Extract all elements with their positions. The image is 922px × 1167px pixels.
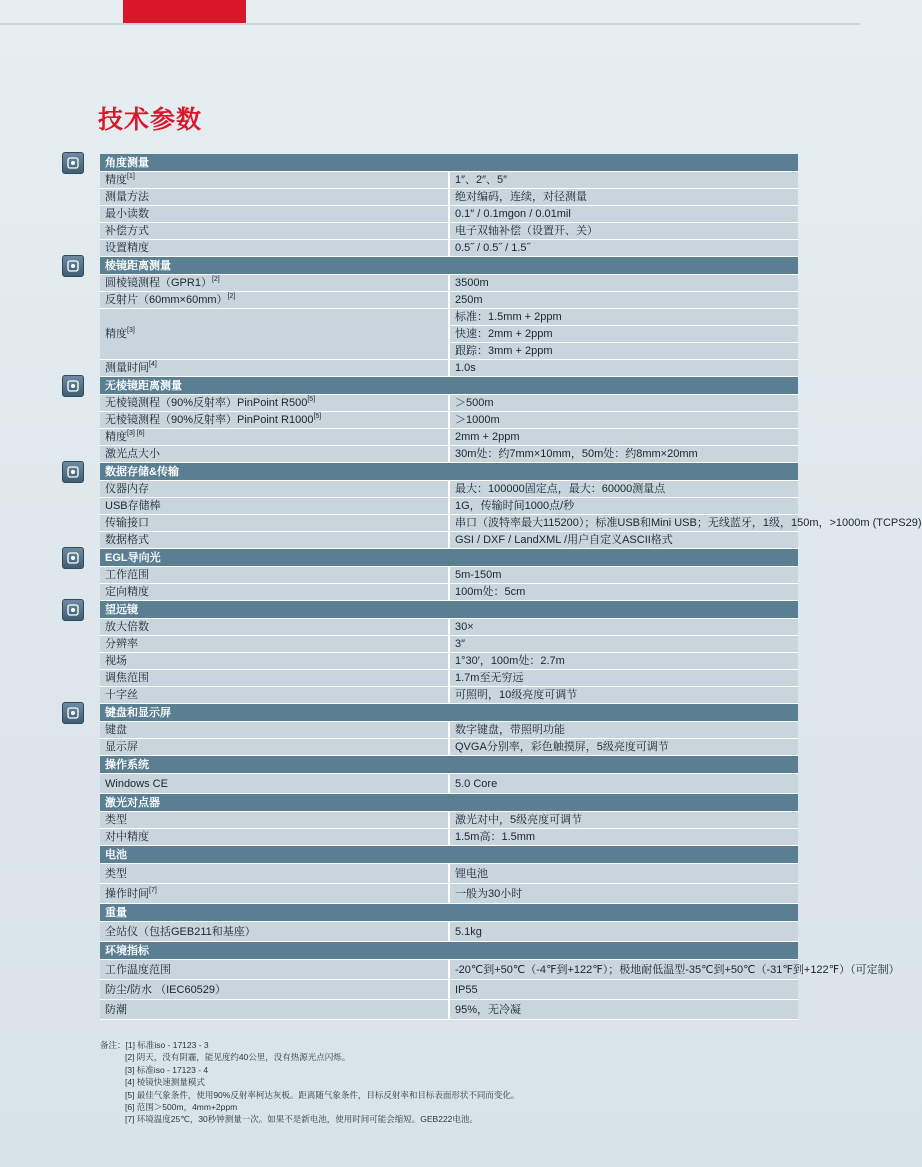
spec-label-text: 全站仪（包括GEB211和基座） — [105, 925, 256, 938]
spec-row — [100, 584, 798, 601]
spec-row — [100, 980, 798, 1000]
section-header — [100, 942, 798, 960]
footnote: [5] 最佳气象条件，使用90%反射率柯达灰板。距离随气象条件，目标反射率和目标表面形状不同而变化。 — [125, 1089, 520, 1100]
spec-value-text: 绝对编码，连续，对径测量 — [455, 191, 587, 203]
section-header — [100, 601, 798, 619]
spec-value — [449, 326, 798, 343]
section-title-text: 角度测量 — [105, 156, 149, 169]
spec-label — [100, 532, 449, 549]
spec-row — [100, 189, 798, 206]
spec-value-text: 3″ — [455, 638, 466, 650]
spec-row — [100, 395, 798, 412]
spec-label-text: 传输接口 — [105, 517, 149, 529]
spec-label — [100, 653, 449, 670]
spec-value-text: 激光对中，5级亮度可调节 — [455, 814, 583, 826]
section-title — [100, 463, 798, 481]
spec-label — [100, 309, 449, 360]
spec-row — [100, 498, 798, 515]
spec-label-text: 分辨率 — [105, 638, 138, 650]
spec-row — [100, 515, 798, 532]
spec-value-text: 跟踪：3mm + 2ppm — [455, 345, 553, 357]
footnote: [3] 标准iso - 17123 - 4 — [125, 1064, 209, 1075]
spec-label-text: 精度 — [105, 174, 127, 186]
section-header — [100, 904, 798, 922]
section-header — [100, 549, 798, 567]
spec-row — [100, 223, 798, 240]
spec-value — [449, 309, 798, 326]
spec-label-text: Windows CE — [105, 777, 168, 790]
spec-value — [449, 774, 798, 794]
section-title-text: 数据存储&传输 — [105, 465, 179, 478]
spec-row — [100, 1000, 798, 1020]
footnote-ref: [5] — [313, 413, 322, 420]
spec-label — [100, 774, 449, 794]
section-title — [100, 756, 798, 774]
spec-label — [100, 922, 449, 942]
spec-label — [100, 812, 449, 829]
section-title — [100, 704, 798, 722]
spec-label-text: 十字丝 — [105, 689, 138, 701]
spec-row — [100, 429, 798, 446]
section-title-text: 操作系统 — [105, 758, 149, 771]
footnote: [7] 环境温度25℃，30秒钟测量一次。如果不是新电池，使用时间可能会缩短。GEB222电池。 — [125, 1114, 478, 1125]
section-title — [100, 154, 798, 172]
spec-label-text: 激光点大小 — [105, 448, 160, 460]
top-accent-bar — [123, 0, 246, 23]
laser-icon — [62, 375, 84, 397]
spec-value — [449, 446, 798, 463]
spec-row — [100, 670, 798, 687]
section-title-text: EGL导向光 — [105, 551, 161, 564]
section-title — [100, 846, 798, 864]
spec-value-text: 3500m — [455, 277, 489, 289]
spec-value — [449, 739, 798, 756]
spec-value-text: 1G，传输时间1000点/秒 — [455, 500, 575, 512]
spec-label-text: 调焦范围 — [105, 672, 149, 684]
footnote-ref: [4] — [149, 361, 157, 368]
spec-value-text: 5.0 Core — [455, 777, 498, 790]
section-title — [100, 257, 798, 275]
spec-value — [449, 584, 798, 601]
spec-row — [100, 412, 798, 429]
spec-label-text: 精度 — [105, 431, 127, 443]
computer-icon — [62, 461, 84, 483]
spec-label-text: 补偿方式 — [105, 225, 149, 237]
spec-value-text: 30m处：约7mm×10mm，50m处：约8mm×20mm — [455, 448, 698, 460]
spec-row — [100, 206, 798, 223]
spec-value-text: 最大：100000固定点，最大：60000测量点 — [455, 483, 666, 495]
section-header — [100, 154, 798, 172]
spec-row — [100, 481, 798, 498]
spec-label — [100, 240, 449, 257]
spec-value-text: 30× — [455, 621, 474, 633]
spec-value — [449, 360, 798, 377]
section-title-text: 无棱镜距离测量 — [105, 379, 182, 392]
footnote: [6] 范围＞500m，4mm+2ppm — [125, 1102, 238, 1113]
spec-row — [100, 774, 798, 794]
spec-label-text: 反射片（60mm×60mm） — [105, 294, 228, 306]
spec-label — [100, 864, 449, 884]
spec-label — [100, 619, 449, 636]
spec-value — [449, 653, 798, 670]
spec-value — [449, 223, 798, 240]
spec-value-text: 1″、2″、5″ — [455, 174, 508, 186]
spec-value — [449, 980, 798, 1000]
spec-value-text: 5m-150m — [455, 569, 502, 581]
spec-label — [100, 960, 449, 980]
spec-label — [100, 670, 449, 687]
section-header — [100, 704, 798, 722]
section-header — [100, 463, 798, 481]
spec-value-text: 5.1kg — [455, 925, 482, 938]
spec-label-text: 圆棱镜测程（GPR1） — [105, 277, 212, 289]
spec-value-text: 电子双轴补偿（设置开、关） — [455, 225, 598, 237]
spec-value-text: 数字键盘，带照明功能 — [455, 724, 565, 736]
spec-row — [100, 829, 798, 846]
spec-row — [100, 636, 798, 653]
section-header — [100, 257, 798, 275]
spec-label — [100, 275, 449, 292]
spec-value-text: 1.7m至无穷远 — [455, 672, 524, 684]
spec-value — [449, 412, 798, 429]
angle-icon — [62, 152, 84, 174]
spec-value — [449, 189, 798, 206]
spec-value — [449, 240, 798, 257]
spec-value-text: GSI / DXF / LandXML /用户自定义ASCII格式 — [455, 534, 673, 546]
spec-value — [449, 960, 900, 980]
spec-label-text: USB存储棒 — [105, 500, 161, 512]
spec-value — [449, 1000, 798, 1020]
spec-label-text: 对中精度 — [105, 831, 149, 843]
spec-value-text: 0.5˝ / 0.5˝ / 1.5˝ — [455, 242, 531, 254]
top-divider — [0, 23, 860, 25]
spec-label — [100, 567, 449, 584]
spec-row — [100, 812, 798, 829]
prism-icon — [62, 255, 84, 277]
footnote-ref: [2] — [211, 276, 220, 283]
spec-value — [449, 481, 798, 498]
section-title — [100, 794, 798, 812]
section-title-text: 键盘和显示屏 — [105, 706, 171, 719]
section-title — [100, 942, 798, 960]
spec-label-text: 工作范围 — [105, 569, 149, 581]
telescope-icon — [62, 599, 84, 621]
spec-value-text: 100m处：5cm — [455, 586, 526, 598]
spec-row — [100, 567, 798, 584]
spec-label-text: 放大倍数 — [105, 621, 149, 633]
footnote-ref: [1] — [127, 173, 135, 180]
spec-value-text: 锂电池 — [455, 867, 488, 880]
spec-row — [100, 739, 798, 756]
spec-value — [449, 864, 798, 884]
guide-light-icon — [62, 547, 84, 569]
section-title-text: 重量 — [105, 906, 127, 919]
spec-row — [100, 722, 798, 739]
spec-label-text: 显示屏 — [105, 741, 138, 753]
spec-label — [100, 172, 449, 189]
spec-label-text: 精度 — [105, 328, 127, 340]
spec-value — [449, 292, 798, 309]
spec-label — [100, 481, 449, 498]
spec-label — [100, 722, 449, 739]
spec-row — [100, 532, 798, 549]
spec-value — [449, 670, 798, 687]
spec-value-text: 标准：1.5mm + 2ppm — [455, 311, 562, 323]
spec-label-text: 设置精度 — [105, 242, 149, 254]
spec-row — [100, 653, 798, 670]
section-header — [100, 794, 798, 812]
section-title-text: 激光对点器 — [105, 796, 160, 809]
spec-row — [100, 960, 798, 980]
spec-label — [100, 498, 449, 515]
spec-label-text: 视场 — [105, 655, 127, 667]
spec-label — [100, 395, 449, 412]
spec-value-text: IP55 — [455, 983, 478, 996]
spec-label-text: 测量时间 — [105, 362, 149, 374]
spec-value — [449, 722, 798, 739]
footnotes — [100, 1039, 519, 1126]
footnote-ref: [3] [6] — [127, 430, 145, 437]
spec-label-text: 键盘 — [105, 724, 127, 736]
section-title — [100, 549, 798, 567]
section-title — [100, 377, 798, 395]
spec-row — [100, 309, 798, 326]
spec-label-text: 操作时间 — [105, 887, 149, 900]
spec-value — [449, 884, 798, 904]
spec-row — [100, 240, 798, 257]
spec-value — [449, 515, 922, 532]
spec-row — [100, 687, 798, 704]
spec-row — [100, 292, 798, 309]
spec-value — [449, 687, 798, 704]
spec-value-text: 1.0s — [455, 362, 476, 374]
spec-label — [100, 360, 449, 377]
spec-value — [449, 429, 798, 446]
spec-label — [100, 429, 449, 446]
section-title — [100, 601, 798, 619]
spec-value — [449, 619, 798, 636]
section-title — [100, 904, 798, 922]
section-header — [100, 756, 798, 774]
spec-value-text: -20℃到+50℃（-4℉到+122℉）；极地耐低温型-35℃到+50℃（-31℉到+122℉）（可定制） — [455, 963, 900, 976]
spec-label-text: 最小读数 — [105, 208, 149, 220]
spec-label — [100, 884, 449, 904]
spec-label — [100, 412, 449, 429]
spec-label — [100, 189, 449, 206]
spec-value — [449, 812, 798, 829]
section-title-text: 电池 — [105, 848, 127, 861]
spec-label — [100, 980, 449, 1000]
page-title: 技术参数 — [98, 106, 203, 134]
spec-label-text: 类型 — [105, 814, 127, 826]
spec-value — [449, 532, 798, 549]
section-title-text: 望远镜 — [105, 603, 138, 616]
spec-label — [100, 636, 449, 653]
spec-value-text: 1.5m高：1.5mm — [455, 831, 536, 843]
spec-table — [100, 154, 922, 1020]
spec-value-text: 250m — [455, 294, 483, 306]
spec-row — [100, 884, 798, 904]
spec-value — [449, 395, 798, 412]
spec-row — [100, 275, 798, 292]
spec-label-text: 定向精度 — [105, 586, 149, 598]
spec-value-text: ＞1000m — [455, 414, 500, 426]
section-header — [100, 377, 798, 395]
spec-label-text: 工作温度范围 — [105, 963, 171, 976]
spec-value — [449, 922, 798, 942]
spec-label-text: 数据格式 — [105, 534, 149, 546]
footnote-ref: [2] — [227, 293, 236, 300]
spec-value-text: 1°30′，100m处：2.7m — [455, 655, 565, 667]
spec-value — [449, 206, 798, 223]
footnote-ref: [5] — [307, 396, 316, 403]
spec-label — [100, 515, 449, 532]
footnote: [2] 阴天，没有阴霾，能见度约40公里，没有热源光点闪烁。 — [125, 1052, 351, 1063]
spec-row — [100, 922, 798, 942]
spec-value-text: ＞500m — [455, 397, 494, 409]
spec-label — [100, 584, 449, 601]
spec-value — [449, 275, 798, 292]
footnote-ref: [7] — [149, 886, 157, 894]
spec-value — [449, 567, 798, 584]
spec-value — [449, 636, 798, 653]
section-title-text: 棱镜距离测量 — [105, 259, 171, 272]
spec-label — [100, 739, 449, 756]
spec-label — [100, 1000, 449, 1020]
spec-value-text: 0.1″ / 0.1mgon / 0.01mil — [455, 208, 571, 220]
spec-label-text: 类型 — [105, 867, 127, 880]
spec-row — [100, 864, 798, 884]
spec-label — [100, 292, 449, 309]
spec-value-text: 一般为30小时 — [455, 887, 523, 900]
spec-value — [449, 343, 798, 360]
spec-value-text: 快速：2mm + 2ppm — [455, 328, 553, 340]
section-title-text: 环境指标 — [105, 944, 149, 957]
spec-label — [100, 223, 449, 240]
spec-label — [100, 206, 449, 223]
spec-label — [100, 687, 449, 704]
spec-row — [100, 172, 798, 189]
spec-value-text: QVGA分别率，彩色触摸屏，5级亮度可调节 — [455, 741, 669, 753]
spec-value-text: 串口（波特率最大115200）；标准USB和Mini USB；无线蓝牙，1级，150m，>1000m (TCPS29) — [455, 517, 922, 529]
spec-value — [449, 498, 798, 515]
spec-row — [100, 446, 798, 463]
spec-value-text: 95%，无冷凝 — [455, 1003, 522, 1016]
spec-row — [100, 360, 798, 377]
spec-label — [100, 829, 449, 846]
spec-value — [449, 829, 798, 846]
spec-label — [100, 446, 449, 463]
footnote: 备注：[1] 标准iso - 17123 - 3 — [100, 1040, 209, 1050]
spec-label-text: 防尘/防水 （IEC60529） — [105, 983, 227, 996]
spec-value-text: 2mm + 2ppm — [455, 431, 520, 443]
spec-label-text: 无棱镜测程（90%反射率）PinPoint R500 — [105, 397, 308, 409]
footnote-ref: [3] — [127, 327, 135, 334]
spec-label-text: 防潮 — [105, 1003, 127, 1016]
spec-value — [449, 172, 798, 189]
spec-row — [100, 619, 798, 636]
keyboard-icon — [62, 702, 84, 724]
spec-label-text: 测量方法 — [105, 191, 149, 203]
spec-label-text: 无棱镜测程（90%反射率）PinPoint R1000 — [105, 414, 314, 426]
spec-value-text: 可照明，10级亮度可调节 — [455, 689, 578, 701]
footnote: [4] 棱镜快速测量模式 — [125, 1077, 205, 1088]
section-header — [100, 846, 798, 864]
spec-label-text: 仪器内存 — [105, 483, 149, 495]
